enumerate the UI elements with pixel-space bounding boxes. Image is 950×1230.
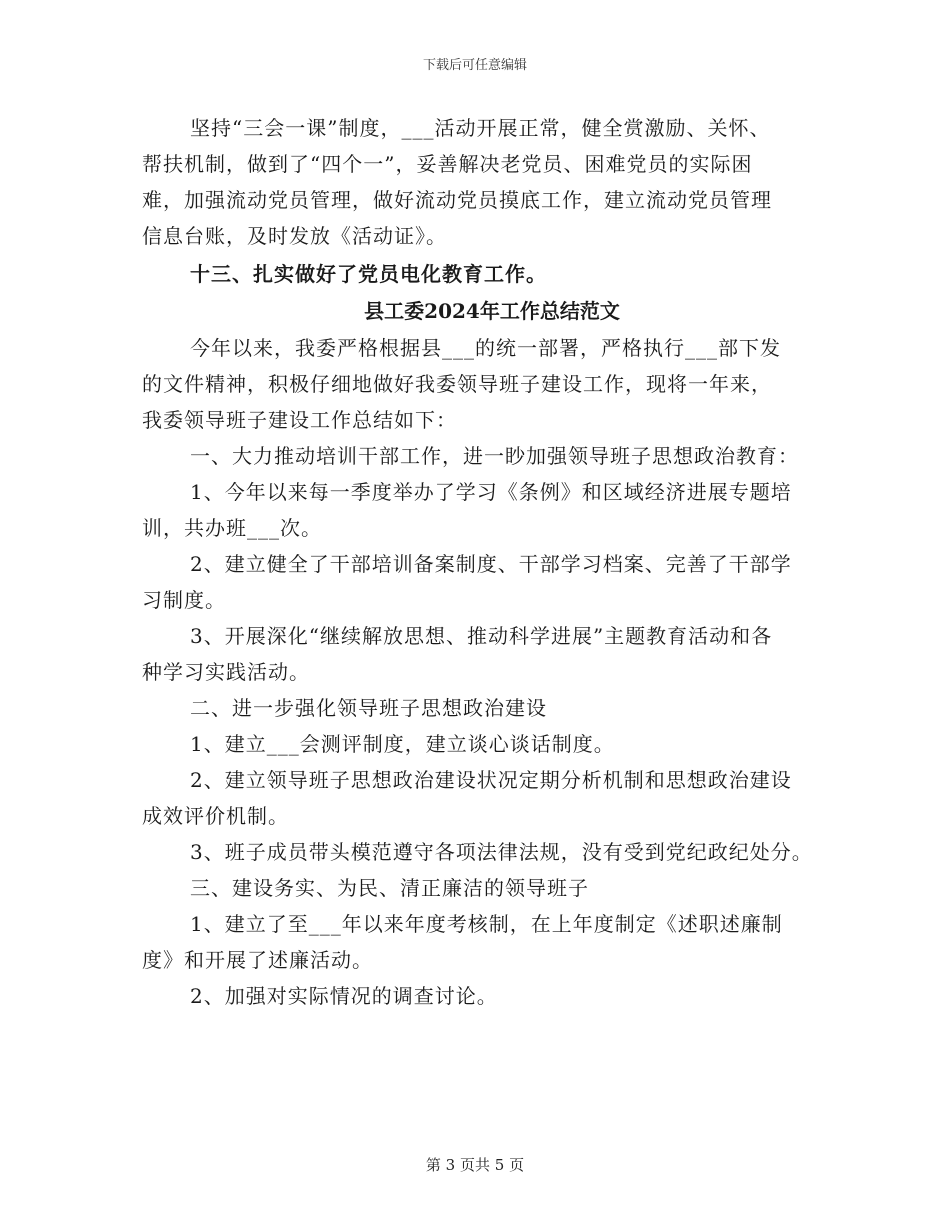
paragraph — [142, 690, 832, 726]
text-line: 种学习实践活动。 — [142, 660, 310, 684]
text-line: 我委领导班子建设工作总结如下： — [142, 408, 457, 432]
paragraph — [142, 110, 832, 254]
text-line: 2、加强对实际情况的调查讨论。 — [190, 984, 498, 1008]
paragraph — [142, 870, 832, 906]
paragraph — [142, 474, 832, 546]
paragraph — [142, 978, 832, 1014]
paragraph — [142, 438, 832, 474]
text-line: 十三、扎实做好了党员电化教育工作。 — [190, 262, 547, 286]
document-title — [142, 292, 832, 330]
paragraph — [142, 330, 832, 438]
text-line: 一、大力推动培训干部工作，进一眇加强领导班子思想政治教育： — [190, 444, 799, 468]
paragraph — [142, 834, 832, 870]
text-line: 3、开展深化“继续解放思想、推动科学进展”主题教育活动和各 — [190, 624, 773, 648]
section-heading — [142, 256, 832, 292]
text-line: 1、今年以来每一季度举办了学习《条例》和区域经济进展专题培 — [190, 480, 792, 504]
paragraph — [142, 618, 832, 690]
text-line: 训，共办班___次。 — [142, 516, 322, 540]
document-body — [142, 110, 832, 1014]
text-line: 难，加强流动党员管理，做好流动党员摸底工作，建立流动党员管理 — [142, 188, 772, 212]
paragraph — [142, 546, 832, 618]
text-line: 1、建立了至___年以来年度考核制，在上年度制定《述职述廉制 — [190, 912, 783, 936]
text-line: 3、班子成员带头模范遵守各项法律法规，没有受到党纪政纪处分。 — [190, 840, 813, 864]
text-line: 1、建立___会测评制度，建立谈心谈话制度。 — [190, 732, 615, 756]
paragraph — [142, 906, 832, 978]
text-line: 信息台账，及时发放《活动证》。 — [142, 224, 447, 248]
text-line: 2、建立领导班子思想政治建设状况定期分析机制和思想政治建设 — [190, 768, 792, 792]
text-line: 今年以来，我委严格根据县___的统一部署，严格执行___部下发 — [190, 336, 781, 360]
paragraph — [142, 762, 832, 834]
text-line: 坚持“三会一课”制度，___活动开展正常，健全赏激励、关怀、 — [190, 116, 771, 140]
text-line: 习制度。 — [142, 588, 226, 612]
text-line: 度》和开展了述廉活动。 — [142, 948, 373, 972]
text-line: 的文件精神，积极仔细地做好我委领导班子建设工作，现将一年来， — [142, 372, 772, 396]
page-header: 下载后可任意编辑 — [422, 58, 527, 73]
page-footer: 第 3 页共 5 页 — [425, 1156, 525, 1174]
title-text: 县工委2024年工作总结范文 — [364, 299, 620, 323]
text-line: 二、进一步强化领导班子思想政治建设 — [190, 696, 547, 720]
text-line: 三、建设务实、为民、清正廉洁的领导班子 — [190, 876, 589, 900]
text-line: 帮扶机制，做到了“四个一”，妥善解决老党员、困难党员的实际困 — [142, 152, 753, 176]
text-line: 成效评价机制。 — [142, 804, 289, 828]
text-line: 2、建立健全了干部培训备案制度、干部学习档案、完善了干部学 — [190, 552, 792, 576]
paragraph — [142, 726, 832, 762]
